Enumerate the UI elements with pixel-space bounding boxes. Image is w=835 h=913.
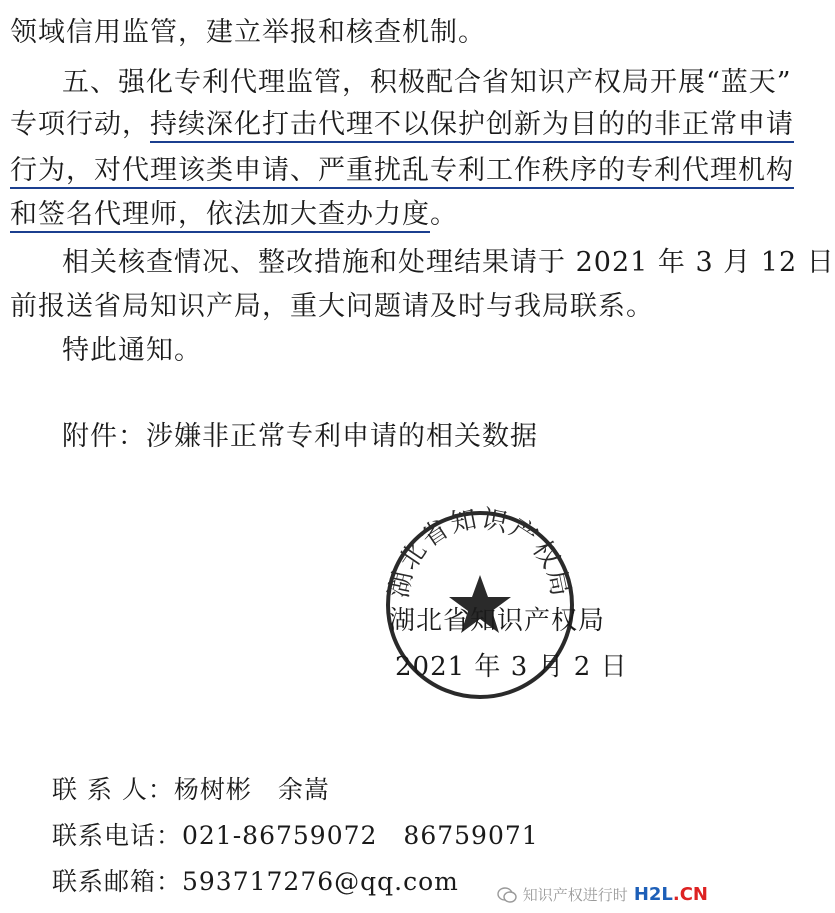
attachment-line: 附件：涉嫌非正常专利申请的相关数据 [62, 421, 538, 452]
contact-phone: 联系电话：021-86759072 86759071 [52, 821, 539, 850]
paragraph-5-line [10, 198, 458, 232]
text-span: 。 [430, 199, 458, 230]
seal-arc-textpath: 湖北省知识产权局 [384, 505, 576, 601]
highlighted-text: 行为，对代理该类申请、严重扰乱专利工作秩序的专利代理机构 [10, 155, 794, 189]
site-logo [634, 884, 708, 905]
watermark-account: 知识产权进行时 [522, 886, 628, 904]
closing-line: 特此通知。 [62, 335, 202, 366]
site-logo-cn: .CN [672, 884, 708, 905]
paragraph-5-line [10, 108, 794, 142]
highlighted-text: 和签名代理师，依法加大查办力度 [10, 199, 430, 233]
issue-date: 2021 年 3 月 2 日 [395, 652, 628, 682]
paragraph-6-line: 前报送省局知识产局，重大问题请及时与我局联系。 [10, 291, 654, 322]
site-logo-h2l: H2L [633, 884, 673, 905]
text-span: 专项行动， [10, 109, 150, 140]
paragraph-5-line: 五、强化专利代理监管，积极配合省知识产权局开展“蓝天” [62, 67, 792, 98]
text-line: 领域信用监管，建立举报和核查机制。 [10, 17, 486, 48]
issuer-name: 湖北省知识产权局 [389, 606, 606, 636]
contact-person: 联 系 人：杨树彬 余嵩 [52, 775, 330, 804]
paragraph-5-line [10, 154, 794, 188]
contact-email: 联系邮箱：593717276@qq.com [52, 867, 459, 896]
paragraph-6-line: 相关核查情况、整改措施和处理结果请于 2021 年 3 月 12 日 [62, 247, 835, 278]
highlighted-text: 持续深化打击代理不以保护创新为目的的非正常申请 [150, 109, 794, 143]
wechat-icon [497, 886, 517, 904]
watermark [497, 884, 708, 905]
